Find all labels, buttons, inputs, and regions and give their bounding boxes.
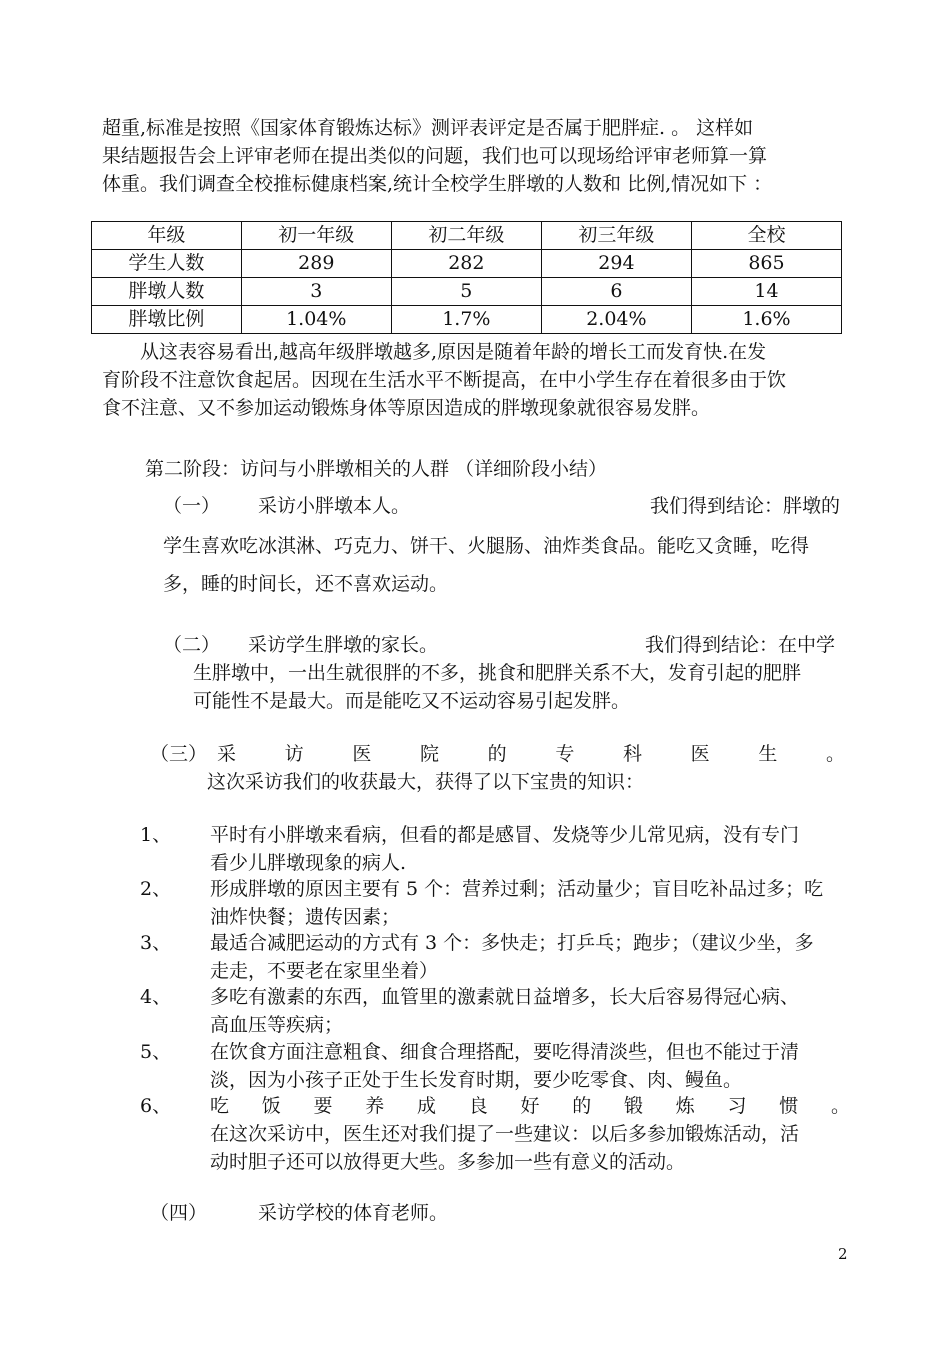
table-cell: 初三年级 bbox=[541, 222, 691, 250]
table-cell: 1.6% bbox=[691, 306, 841, 334]
section1-label: （一） bbox=[163, 495, 221, 517]
knowledge-item-5 bbox=[210, 1038, 850, 1094]
table-cell: 14 bbox=[691, 278, 841, 306]
table-cell: 282 bbox=[391, 250, 541, 278]
section3-title: 采访医院的专科医生。 bbox=[217, 743, 845, 765]
knowledge-item-line: 多吃有激素的东西，血管里的激素就日益增多，长大后容易得冠心病、 bbox=[210, 986, 800, 1008]
section3-line-2: 这次采访我们的收获最大，获得了以下宝贵的知识： bbox=[207, 771, 645, 793]
knowledge-item-1 bbox=[210, 821, 850, 877]
knowledge-item-line: 在饮食方面注意粗食、细食合理搭配，要吃得清淡些，但也不能过于清 bbox=[210, 1041, 800, 1063]
analysis-line-3: 食不注意、又不参加运动锻炼身体等原因造成的胖墩现象就很容易发胖。 bbox=[102, 397, 711, 419]
knowledge-num-2: 2、 bbox=[140, 878, 172, 900]
section3-label: （三） bbox=[150, 743, 208, 765]
knowledge-item-line: 吃饭要养成良好的锻炼习惯。 bbox=[210, 1095, 850, 1117]
knowledge-item-line: 淡，因为小孩子正处于生长发育时期，要少吃零食、肉、鳗鱼。 bbox=[210, 1069, 743, 1091]
table-row bbox=[92, 250, 842, 278]
knowledge-item-line: 高血压等疾病； bbox=[210, 1014, 344, 1036]
intro-line-3: 体重。我们调查全校推标健康档案,统计全校学生胖墩的人数和 比例,情况如下 ： bbox=[102, 173, 773, 195]
table-cell: 294 bbox=[541, 250, 691, 278]
table-cell: 3 bbox=[241, 278, 391, 306]
knowledge-num-4: 4、 bbox=[140, 986, 172, 1008]
knowledge-item-line: 形成胖墩的原因主要有 5 个：营养过剩；活动量少；盲目吃补品过多；吃 bbox=[210, 878, 824, 900]
intro-line-1: 超重,标准是按照《国家体育锻炼达标》测评表评定是否属于肥胖症. 。 这样如 bbox=[102, 117, 754, 139]
section4-title: 采访学校的体育老师。 bbox=[258, 1202, 449, 1224]
intro-line-2: 果结题报告会上评审老师在提出类似的问题，我们也可以现场给评审老师算一算 bbox=[102, 145, 768, 167]
section1-line-2: 多，睡的时间长，还不喜欢运动。 bbox=[163, 573, 449, 595]
analysis-line-1: 从这表容易看出,越高年级胖墩越多,原因是随着年龄的增长工而发育快.在发 bbox=[140, 341, 767, 363]
table-cell: 初一年级 bbox=[241, 222, 391, 250]
section4-label: （四） bbox=[150, 1202, 208, 1224]
section2-title: 采访学生胖墩的家长。 bbox=[248, 634, 439, 656]
knowledge-item-line: 走走，不要老在家里坐着） bbox=[210, 960, 439, 982]
table-cell: 5 bbox=[391, 278, 541, 306]
knowledge-item-line: 看少儿胖墩现象的病人. bbox=[210, 852, 407, 874]
knowledge-item-line: 在这次采访中，医生还对我们提了一些建议：以后多参加锻炼活动，活 bbox=[210, 1123, 800, 1145]
table-cell: 全校 bbox=[691, 222, 841, 250]
table-cell: 289 bbox=[241, 250, 391, 278]
section1-conclusion-head: 我们得到结论：胖墩的 bbox=[650, 495, 841, 517]
knowledge-num-3: 3、 bbox=[140, 932, 172, 954]
table-cell: 2.04% bbox=[541, 306, 691, 334]
table-row bbox=[92, 278, 842, 306]
table-cell: 学生人数 bbox=[92, 250, 242, 278]
section1-line-1: 学生喜欢吃冰淇淋、巧克力、饼干、火腿肠、油炸类食品。能吃又贪睡，吃得 bbox=[163, 535, 810, 557]
knowledge-item-4 bbox=[210, 983, 850, 1039]
page-number: 2 bbox=[838, 1245, 848, 1263]
table-header-row bbox=[92, 222, 842, 250]
knowledge-item-2 bbox=[210, 875, 850, 931]
stage2-title: 第二阶段：访问与小胖墩相关的人群 （详细阶段小结） bbox=[145, 458, 608, 480]
table-cell: 胖墩比例 bbox=[92, 306, 242, 334]
table-cell: 6 bbox=[541, 278, 691, 306]
obesity-table bbox=[91, 221, 842, 334]
knowledge-item-line: 油炸快餐；遗传因素； bbox=[210, 906, 401, 928]
section2-label: （二） bbox=[163, 634, 221, 656]
table-cell: 865 bbox=[691, 250, 841, 278]
knowledge-item-3 bbox=[210, 929, 850, 985]
analysis-line-2: 育阶段不注意饮食起居。因现在生活水平不断提高，在中小学生存在着很多由于饮 bbox=[102, 369, 787, 391]
section2-conclusion-head: 我们得到结论：在中学 bbox=[645, 634, 836, 656]
table-cell: 初二年级 bbox=[391, 222, 541, 250]
section1-title: 采访小胖墩本人。 bbox=[258, 495, 411, 517]
knowledge-num-5: 5、 bbox=[140, 1041, 172, 1063]
table-row bbox=[92, 306, 842, 334]
knowledge-item-line: 动时胆子还可以放得更大些。多参加一些有意义的活动。 bbox=[210, 1151, 686, 1173]
knowledge-num-6: 6、 bbox=[140, 1095, 172, 1117]
table-cell: 1.04% bbox=[241, 306, 391, 334]
section2-line-1: 生胖墩中，一出生就很胖的不多，挑食和肥胖关系不大，发育引起的肥胖 bbox=[193, 662, 802, 684]
knowledge-num-1: 1、 bbox=[140, 824, 172, 846]
knowledge-item-6 bbox=[210, 1092, 850, 1176]
section2-line-2: 可能性不是最大。而是能吃又不运动容易引起发胖。 bbox=[193, 690, 631, 712]
table-cell: 年级 bbox=[92, 222, 242, 250]
table-cell: 1.7% bbox=[391, 306, 541, 334]
table-cell: 胖墩人数 bbox=[92, 278, 242, 306]
knowledge-item-line: 最适合减肥运动的方式有 3 个：多快走；打乒乓；跑步；（建议少坐，多 bbox=[210, 932, 814, 954]
knowledge-item-line: 平时有小胖墩来看病，但看的都是感冒、发烧等少儿常见病，没有专门 bbox=[210, 824, 800, 846]
